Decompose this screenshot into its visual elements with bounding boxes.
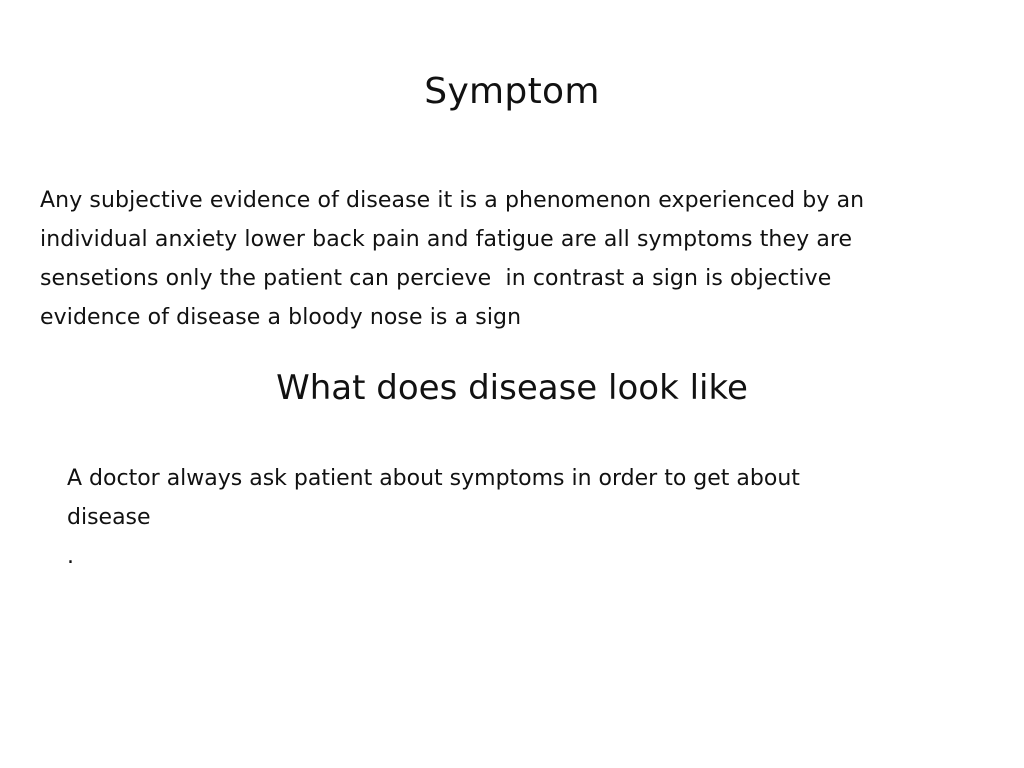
definition-line: Any subjective evidence of disease it is a phenomenon experienced by an bbox=[40, 188, 865, 213]
slide-title: Symptom bbox=[424, 71, 600, 112]
definition-line: evidence of disease a bloody nose is a sign bbox=[40, 305, 522, 330]
section-heading: What does disease look like bbox=[276, 368, 748, 408]
body-line: A doctor always ask patient about symptoms in order to get about bbox=[67, 466, 800, 491]
definition-line: individual anxiety lower back pain and fatigue are all symptoms they are bbox=[40, 227, 853, 252]
symptom-definition bbox=[40, 181, 984, 337]
definition-line: sensetions only the patient can percieve in contrast a sign is objective bbox=[40, 266, 832, 291]
body-line: . bbox=[67, 544, 74, 569]
body-line: disease bbox=[67, 505, 151, 530]
body-text bbox=[67, 459, 967, 576]
